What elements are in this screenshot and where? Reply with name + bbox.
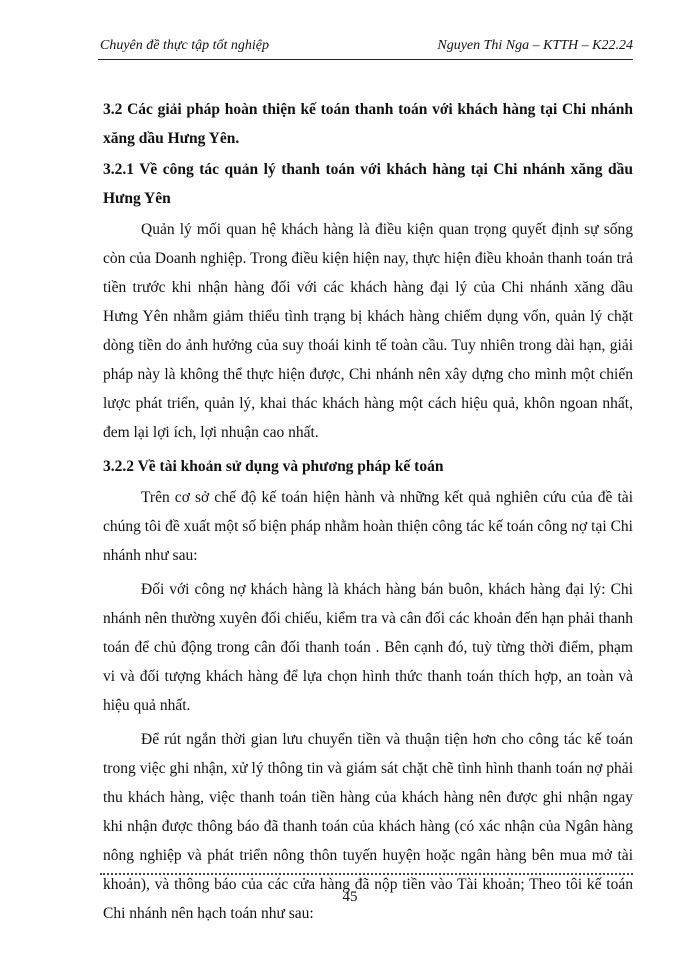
paragraph: Trên cơ sở chế độ kế toán hiện hành và những kết quả nghiên cứu của đề tài chúng tôi đề xuất một số biện pháp nhằm hoàn thiện công tác kế toán công nợ tại Chi nhánh như sau:	[103, 489, 633, 564]
header-document-title: Chuyên đề thực tập tốt nghiệp	[100, 38, 269, 53]
page-number: 45	[342, 889, 358, 905]
section-heading-3-2-1: 3.2.1 Về công tác quản lý thanh toán với khách hàng tại Chi nhánh xăng dầu Hưng Yên	[103, 161, 633, 207]
paragraph: Đối với công nợ khách hàng là khách hàng bán buôn, khách hàng đại lý: Chi nhánh nên thường xuyên đối chiếu, kiểm tra và cân đối các khoản đến hạn phải thanh toán để chủ động trong cân đối thanh toán . Bên cạnh đó, tuỳ từng thời điểm, phạm vi và đối tượng khách hàng để lựa chọn hình thức thanh toán thích hợp, an toàn và hiệu quả nhất.	[103, 581, 633, 714]
page-body	[103, 95, 633, 933]
header-rule	[98, 59, 633, 60]
page-header	[98, 36, 633, 60]
footer-dotted-rule	[100, 873, 633, 875]
paragraph: Quản lý mối quan hệ khách hàng là điều kiện quan trọng quyết định sự sống còn của Doanh nghiệp. Trong điều kiện hiện nay, thực hiện điều khoản thanh toán trả tiền trước khi nhận hàng đối với các khách hàng đại lý của Chi nhánh xăng dầu Hưng Yên nhằm giảm thiểu tình trạng bị khách hàng chiếm dụng vốn, quản lý chặt dòng tiền do ảnh hưởng của suy thoái kinh tế toàn cầu. Tuy nhiên trong dài hạn, giải pháp này là không thể thực hiện được, Chi nhánh nên xây dựng cho mình một chiến lược phát triển, quản lý, khai thác khách hàng một cách hiệu quả, khôn ngoan nhất, đem lại lợi ích, lợi nhuận cao nhất.	[103, 221, 633, 441]
section-heading-3-2: 3.2 Các giải pháp hoàn thiện kế toán thanh toán với khách hàng tại Chi nhánh xăng dầu Hưng Yên.	[103, 101, 633, 147]
paragraph: Để rút ngắn thời gian lưu chuyển tiền và thuận tiện hơn cho công tác kế toán trong việc ghi nhận, xử lý thông tin và giám sát chặt chẽ tình hình thanh toán nợ phải thu khách hàng, việc thanh toán tiền hàng của khách hàng nên được ghi nhận ngay khi nhận được thông báo đã thanh toán của khách hàng (có xác nhận của Ngân hàng nông nghiệp và phát triển nông thôn tuyến huyện hoặc ngân hàng bên mua mở tài khoản), và thông báo của các cửa hàng đã nộp tiền vào Tài khoản; Theo tôi kế toán Chi nhánh nên hạch toán như sau:	[103, 731, 633, 922]
section-heading-3-2-2: 3.2.2 Về tài khoản sử dụng và phương pháp kế toán	[103, 458, 444, 475]
header-author: Nguyen Thi Nga – KTTH – K22.24	[437, 38, 633, 53]
